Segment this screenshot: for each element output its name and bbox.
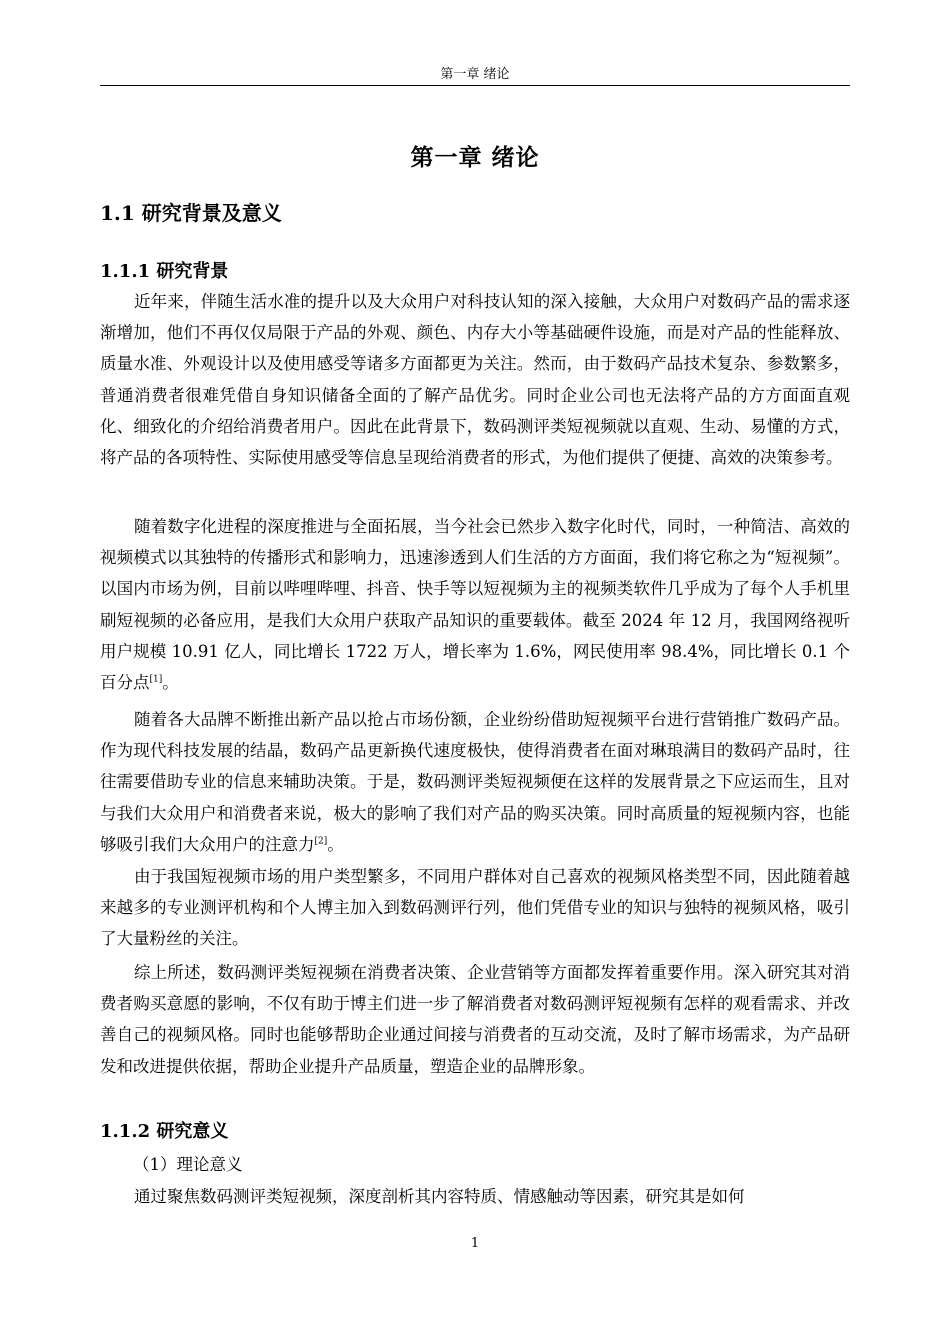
background-paragraph-3	[100, 704, 850, 860]
section-heading-1-1-1: 1.1.1 研究背景	[100, 261, 229, 282]
section-heading-1-1-2: 1.1.2 研究意义	[100, 1121, 229, 1142]
background-paragraph-3-end: 。	[327, 834, 344, 854]
background-paragraph-2-text: 随着数字化进程的深度推进与全面拓展，当今社会已然步入数字化时代，同时，一种简洁、高效的视频模式以其独特的传播形式和影响力，迅速渗透到人们生活的方方面面，我们将它称之为“短视频”。以国内市场为例，目前以哔哩哔哩、抖音、快手等以短视频为主的视频类软件几乎成为了每个人手机里刷短视频的必备应用，是我们大众用户获取产品知识的重要载体。截至 2024 年 12 月，我国网络视听用户规模 10.91 亿人，同比增长 1722 万人，增长率为 1.6%，网民使用率 98.4%，同比增长 0.1 个百分点	[100, 517, 850, 693]
citation-2: [2]	[314, 836, 328, 847]
running-header: 第一章 绪论	[440, 67, 510, 82]
background-paragraph-1: 近年来，伴随生活水准的提升以及大众用户对科技认知的深入接触，大众用户对数码产品的需求逐渐增加，他们不再仅仅局限于产品的外观、颜色、内存大小等基础硬件设施，而是对产品的性能释放、质量水准、外观设计以及使用感受等诸多方面都更为关注。然而，由于数码产品技术复杂、参数繁多，普通消费者很难凭借自身知识储备全面的了解产品优劣。同时企业公司也无法将产品的方方面面直观化、细致化的介绍给消费者用户。因此在此背景下，数码测评类短视频就以直观、生动、易懂的方式，将产品的各项特性、实际使用感受等信息呈现给消费者的形式，为他们提供了便捷、高效的决策参考。	[100, 292, 850, 468]
citation-1: [1]	[149, 674, 163, 685]
background-paragraph-4: 由于我国短视频市场的用户类型繁多，不同用户群体对自己喜欢的视频风格类型不同，因此随着越来越多的专业测评机构和个人博主加入到数码测评行列，他们凭借专业的知识与独特的视频风格，吸引了大量粉丝的关注。	[100, 867, 850, 949]
background-paragraph-2	[100, 511, 850, 698]
background-paragraph-5: 综上所述，数码测评类短视频在消费者决策、企业营销等方面都发挥着重要作用。深入研究其对消费者购买意愿的影响，不仅有助于博主们进一步了解消费者对数码测评短视频有怎样的观看需求、并改善自己的视频风格。同时也能够帮助企业通过间接与消费者的互动交流，及时了解市场需求，为产品研发和改进提供依据，帮助企业提升产品质量，塑造企业的品牌形象。	[100, 963, 850, 1076]
background-paragraph-2-end: 。	[162, 673, 179, 693]
theoretical-significance-label: （1）理论意义	[133, 1155, 243, 1174]
section-heading-1-1: 1.1 研究背景及意义	[100, 201, 282, 225]
header-divider	[100, 85, 850, 86]
significance-paragraph-1: 通过聚焦数码测评类短视频，深度剖析其内容特质、情感触动等因素，研究其是如何	[134, 1187, 745, 1206]
chapter-title: 第一章 绪论	[410, 144, 540, 171]
page-number: 1	[470, 1236, 480, 1251]
background-paragraph-3-text: 随着各大品牌不断推出新产品以抢占市场份额，企业纷纷借助短视频平台进行营销推广数码产品。作为现代科技发展的结晶，数码产品更新换代速度极快，使得消费者在面对琳琅满目的数码产品时，往往需要借助专业的信息来辅助决策。于是，数码测评类短视频便在这样的发展背景之下应运而生，且对与我们大众用户和消费者来说，极大的影响了我们对产品的购买决策。同时高质量的短视频内容，也能够吸引我们大众用户的注意力	[100, 710, 850, 854]
